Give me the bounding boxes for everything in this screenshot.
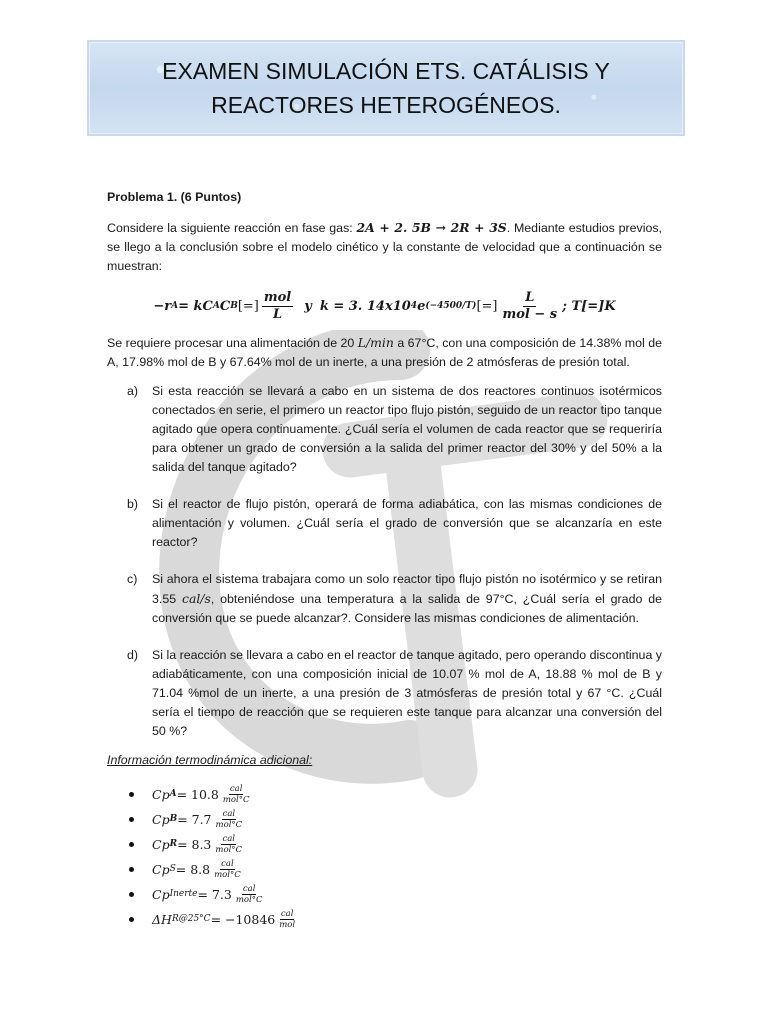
property-symbol: ΔH [152, 912, 172, 927]
property-unit [214, 834, 243, 855]
question-list [107, 382, 662, 741]
problem-title: Problema 1. (6 Puntos) [107, 190, 242, 204]
question-text-pre: Si ahora el sistema trabajara como un solo reactor tipo flujo pistón no isotérmico y se retiran 3.55 [152, 572, 662, 606]
rate-units2-eq: [=] [476, 299, 498, 314]
rate-exponent: (−4500/T) [425, 301, 477, 311]
problem-intro [107, 218, 662, 276]
unit-den: mol [279, 920, 296, 930]
exam-content [107, 188, 662, 932]
rate-units2-num: L [525, 290, 535, 305]
rate-k-exp: 4 [410, 301, 418, 311]
property-sub: R@25°C [171, 914, 211, 924]
property-unit [278, 909, 296, 930]
property-cp-b [107, 807, 662, 832]
property-delta-h [107, 907, 662, 932]
question-marker: b) [127, 497, 139, 511]
feed-pre: Se requiere procesar una alimentación de 20 [107, 336, 358, 350]
bullet-icon [129, 892, 134, 897]
rate-units2-fraction [500, 290, 559, 323]
property-value: = 8.3 [177, 837, 212, 852]
feed-description [107, 333, 662, 372]
question-text-post: , obteniéndose una temperatura a la salida de 97°C, ¿Cuál sería el grado de conversión que se puede alcanzar?. Considere las mismas condiciones de alimentación. [152, 592, 663, 625]
question-marker: a) [127, 384, 139, 398]
question-text-unit: cal/s [182, 591, 211, 606]
question-item-b [107, 495, 662, 552]
property-cp-inerte [107, 882, 662, 907]
rate-units-num: mol [263, 290, 292, 305]
rate-lhs-sub: A [171, 301, 179, 311]
question-marker: c) [127, 572, 138, 586]
property-unit [215, 809, 244, 830]
rate-lhs: −r [153, 299, 172, 314]
feed-flow: L/min [357, 335, 394, 350]
property-unit [222, 784, 251, 805]
exam-title: EXAMEN SIMULACIÓN ETS. CATÁLISIS Y REACTORES HETEROGÉNEOS. [162, 58, 610, 118]
rate-k-part: k = 3. 14x10 [319, 299, 411, 314]
unit-den: mol°C [215, 845, 243, 855]
rate-law-equation [107, 290, 662, 323]
property-value: = 8.8 [175, 862, 211, 877]
property-cp-r [107, 832, 662, 857]
unit-den: mol°C [214, 870, 241, 880]
rate-e: e [417, 299, 426, 314]
property-sub: R [169, 839, 178, 849]
feed-post: a 67°C, con una composición de 14.38% mol de A, 17.98% mol de B y 67.64% mol de un inerte, a una presión de 2 atmósferas de presión total. [107, 336, 662, 369]
rate-eq-part: = kC [178, 299, 213, 314]
property-symbol: Cp [152, 787, 170, 802]
property-value: = 7.3 [197, 887, 232, 902]
question-marker: d) [127, 648, 139, 662]
property-symbol: Cp [152, 837, 170, 852]
rate-units-den: L [272, 307, 283, 322]
bullet-icon [129, 842, 134, 847]
unit-num: cal [221, 859, 234, 869]
property-cp-a [107, 782, 662, 807]
thermo-info-title: Información termodinámica adicional: [107, 753, 313, 767]
unit-den: mol°C [215, 820, 243, 830]
property-symbol: Cp [152, 812, 170, 827]
rate-units2-den: mol − s [502, 307, 558, 322]
property-symbol: Cp [152, 862, 170, 877]
question-text: Si esta reacción se llevará a cabo en un sistema de dos reactores continuos isotérmicos conectados en serie, el primero un reactor tipo flujo pistón, seguido de un reactor tipo tanque agitado que opera continuamente. ¿Cuál sería el volumen de cada reactor que se requeriría para obtener un grado de conversión a la salida del primer reactor del 30% y del 50% a la salida del tanque agitado? [152, 384, 662, 474]
property-value: = −10846 [210, 912, 276, 927]
rate-connector: y [304, 299, 312, 314]
problem-intro-pre: Considere la siguiente reacción en fase gas: [107, 221, 357, 235]
exam-title-banner [87, 40, 685, 136]
property-sub: B [169, 814, 178, 824]
thermo-properties-list [107, 782, 662, 932]
rate-cb: C [219, 299, 231, 314]
unit-den: mol°C [235, 895, 263, 905]
unit-num: cal [222, 809, 236, 819]
unit-num: cal [280, 909, 294, 919]
question-item-c [107, 570, 662, 628]
rate-tail: ; T[=]K [562, 299, 616, 314]
property-unit [235, 884, 264, 905]
question-item-a [107, 382, 662, 477]
bullet-icon [129, 867, 134, 872]
reaction-equation: 2A + 2. 5B → 2R + 3S [356, 220, 507, 235]
property-sub: S [169, 864, 176, 874]
bullet-icon [129, 817, 134, 822]
unit-num: cal [229, 784, 243, 794]
rate-units-eq: [=] [237, 299, 259, 314]
question-text: Si el reactor de flujo pistón, operará de forma adiabática, con las mismas condiciones de alimentación y volumen. ¿Cuál sería el grado de conversión que se alcanzaría en este reactor? [152, 497, 662, 549]
property-unit [213, 859, 242, 880]
property-symbol: Cp [152, 887, 170, 902]
property-value: = 10.8 [176, 787, 219, 802]
rate-cb-sub: B [230, 301, 238, 311]
property-value: = 7.7 [177, 812, 212, 827]
question-item-d [107, 646, 662, 741]
bullet-icon [129, 917, 134, 922]
question-text: Si la reacción se llevara a cabo en el reactor de tanque agitado, pero operando discontinua y adiabáticamente, con una composición inicial de 10.07 % mol de A, 18.88 % mol de B y 71.04 %mol de un inerte, a una presión de 3 atmósferas de presión total y 67 °C. ¿Cuál sería el tiempo de reacción que se requieren este tanque para alcanzar una conversión del 50 %? [152, 648, 662, 738]
property-sub: A [169, 789, 177, 799]
unit-den: mol°C [222, 795, 250, 805]
rate-ca-sub: A [212, 301, 220, 311]
bullet-icon [129, 792, 134, 797]
property-sub: Inerte [169, 889, 198, 899]
property-cp-s [107, 857, 662, 882]
rate-units-fraction [262, 290, 293, 323]
problem-intro-post: . Mediante estudios previos, se llego a la conclusión sobre el modelo cinético y la constante de velocidad que a continuación se muestran: [107, 221, 662, 273]
unit-num: cal [222, 834, 235, 844]
unit-num: cal [242, 884, 256, 894]
